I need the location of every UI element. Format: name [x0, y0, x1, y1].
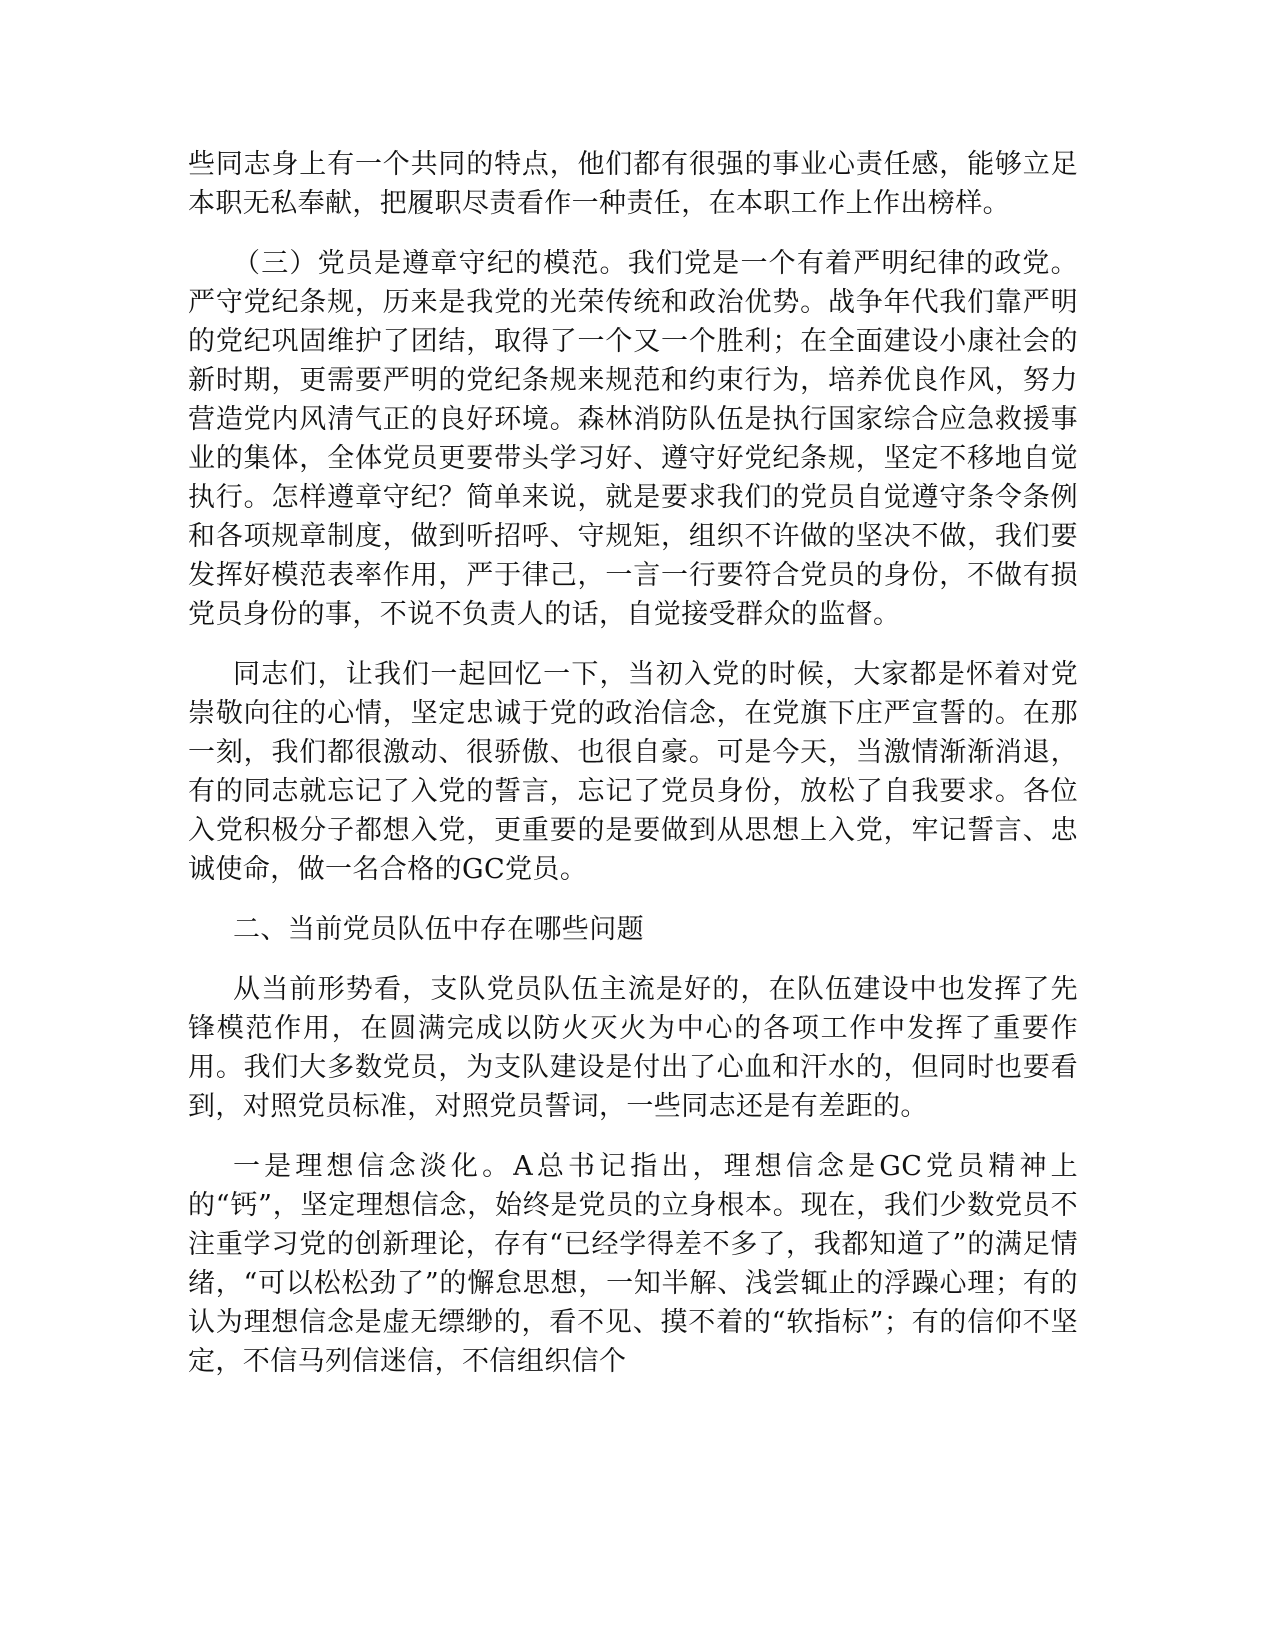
paragraph-current-situation: 从当前形势看，支队党员队伍主流是好的，在队伍建设中也发挥了先锋模范作用，在圆满完成以防火灭火为中心的各项工作中发挥了重要作用。我们大多数党员，为支队建设是付出了心血和汗水的，但同时也要看到，对照党员标准，对照党员誓词，一些同志还是有差距的。 [188, 974, 1078, 1122]
paragraph-continued: 些同志身上有一个共同的特点，他们都有很强的事业心责任感，能够立足本职无私奉献，把履职尽责看作一种责任，在本职工作上作出榜样。 [188, 149, 1078, 219]
section-heading-problems: 二、当前党员队伍中存在哪些问题 [233, 914, 644, 945]
document-body [188, 145, 1078, 1402]
paragraph-discipline: （三）党员是遵章守纪的模范。我们党是一个有着严明纪律的政党。严守党纪条规，历来是我党的光荣传统和政治优势。战争年代我们靠严明的党纪巩固维护了团结，取得了一个又一个胜利；在全面建设小康社会的新时期，更需要严明的党纪条规来规范和约束行为，培养优良作风，努力营造党内风清气正的良好环境。森林消防队伍是执行国家综合应急救援事业的集体，全体党员更要带头学习好、遵守好党纪条规，坚定不移地自觉执行。怎样遵章守纪？简单来说，就是要求我们的党员自觉遵守条令条例和各项规章制度，做到听招呼、守规矩，组织不许做的坚决不做，我们要发挥好模范表率作用，严于律己，一言一行要符合党员的身份，不做有损党员身份的事，不说不负责人的话，自觉接受群众的监督。 [188, 248, 1078, 630]
paragraph-recall-oath: 同志们，让我们一起回忆一下，当初入党的时候，大家都是怀着对党崇敬向往的心情，坚定忠诚于党的政治信念，在党旗下庄严宣誓的。在那一刻，我们都很激动、很骄傲、也很自豪。可是今天，当激情渐渐消退，有的同志就忘记了入党的誓言，忘记了党员身份，放松了自我要求。各位入党积极分子都想入党，更重要的是要做到从思想上入党，牢记誓言、忠诚使命，做一名合格的GC党员。 [188, 659, 1078, 885]
paragraph-ideals-weakened: 一是理想信念淡化。A总书记指出，理想信念是GC党员精神上的“钙”，坚定理想信念，始终是党员的立身根本。现在，我们少数党员不注重学习党的创新理论，存有“已经学得差不多了，我都知道了”的满足情绪，“可以松松劲了”的懈怠思想，一知半解、浅尝辄止的浮躁心理；有的认为理想信念是虚无缥缈的，看不见、摸不着的“软指标”；有的信仰不坚定，不信马列信迷信，不信组织信个 [188, 1151, 1078, 1377]
